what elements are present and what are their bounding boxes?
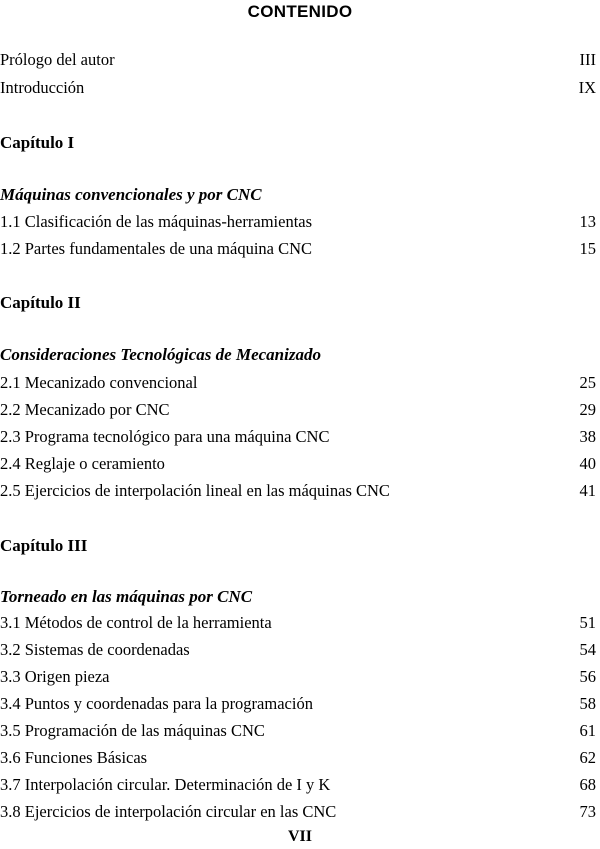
toc-entry-label: 3.5 Programación de las máquinas CNC xyxy=(0,721,265,740)
chapter-title-1: Máquinas convencionales y por CNC xyxy=(0,185,262,204)
toc-entry-label: 2.1 Mecanizado convencional xyxy=(0,373,198,392)
chapter-title-2: Consideraciones Tecnológicas de Mecanizado xyxy=(0,345,321,364)
toc-entry-page: 13 xyxy=(579,212,596,231)
toc-entry-page: 61 xyxy=(579,721,596,740)
toc-entry xyxy=(0,665,596,689)
toc-entry-page: 73 xyxy=(579,802,596,821)
toc-entry-page: IX xyxy=(578,78,596,97)
chapter-title-3: Torneado en las máquinas por CNC xyxy=(0,587,253,606)
chapter-heading-2: Capítulo II xyxy=(0,293,81,312)
toc-entry-page: 62 xyxy=(579,748,596,767)
toc-entry-label: Introducción xyxy=(0,78,85,97)
chapter-heading-3: Capítulo III xyxy=(0,536,88,555)
toc-entry-label: 3.3 Origen pieza xyxy=(0,667,110,686)
toc-entry-page: 25 xyxy=(579,373,596,392)
toc-entry xyxy=(0,773,596,797)
toc-entry xyxy=(0,611,596,635)
toc-entry-page: 29 xyxy=(579,400,596,419)
toc-entry-page: 41 xyxy=(579,481,596,500)
toc-entry xyxy=(0,452,596,476)
toc-entry-label: 2.2 Mecanizado por CNC xyxy=(0,400,170,419)
toc-entry xyxy=(0,692,596,716)
toc-entry-label: 3.7 Interpolación circular. Determinación de I y K xyxy=(0,775,331,794)
toc-entry xyxy=(0,638,596,662)
toc-entry-page: III xyxy=(579,50,596,69)
page-title: CONTENIDO xyxy=(247,2,353,21)
toc-entry-page: 58 xyxy=(579,694,596,713)
toc-entry-label: 1.2 Partes fundamentales de una máquina CNC xyxy=(0,239,313,258)
toc-entry-label: Prólogo del autor xyxy=(0,50,115,69)
toc-entry-prologo xyxy=(0,48,596,72)
chapter-heading-1: Capítulo I xyxy=(0,133,75,152)
toc-entry-label: 3.2 Sistemas de coordenadas xyxy=(0,640,190,659)
toc-entry-page: 68 xyxy=(579,775,596,794)
toc-entry-page: 38 xyxy=(579,427,596,446)
toc-entry xyxy=(0,371,596,395)
toc-entry-label: 3.4 Puntos y coordenadas para la programación xyxy=(0,694,313,713)
toc-entry xyxy=(0,800,596,824)
toc-entry-page: 40 xyxy=(579,454,596,473)
toc-entry-page: 56 xyxy=(579,667,596,686)
toc-entry xyxy=(0,398,596,422)
toc-entry xyxy=(0,746,596,770)
toc-entry-label: 3.6 Funciones Básicas xyxy=(0,748,148,767)
toc-entry-label: 2.5 Ejercicios de interpolación lineal en las máquinas CNC xyxy=(0,481,390,500)
toc-entry xyxy=(0,479,596,503)
toc-entry xyxy=(0,719,596,743)
toc-entry xyxy=(0,210,596,234)
toc-entry-introduccion xyxy=(0,76,596,100)
toc-entry-page: 54 xyxy=(579,640,596,659)
toc-entry-label: 3.1 Métodos de control de la herramienta xyxy=(0,613,272,632)
toc-entry-page: 15 xyxy=(579,239,596,258)
page-number: VII xyxy=(287,828,312,845)
toc-entry xyxy=(0,237,596,261)
toc-entry-label: 1.1 Clasificación de las máquinas-herramientas xyxy=(0,212,313,231)
toc-entry xyxy=(0,425,596,449)
toc-entry-label: 2.3 Programa tecnológico para una máquina CNC xyxy=(0,427,330,446)
toc-entry-label: 3.8 Ejercicios de interpolación circular en las CNC xyxy=(0,802,337,821)
toc-entry-page: 51 xyxy=(579,613,596,632)
toc-entry-label: 2.4 Reglaje o ceramiento xyxy=(0,454,165,473)
